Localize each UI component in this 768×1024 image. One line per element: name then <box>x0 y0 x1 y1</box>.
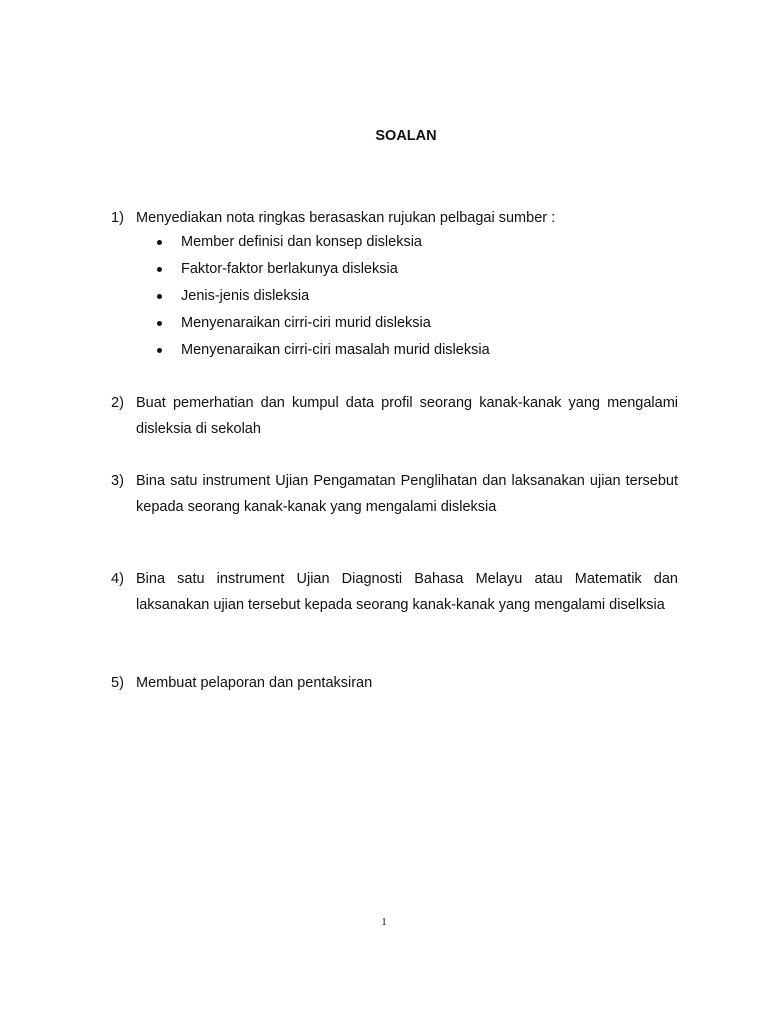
list-item <box>155 312 490 339</box>
list-item-text: Menyenaraikan cirri-ciri murid disleksia <box>181 315 431 331</box>
question-3 <box>111 468 678 520</box>
bullet-icon <box>157 348 162 353</box>
question-5 <box>111 670 678 696</box>
list-item <box>155 258 490 285</box>
question-text: Buat pemerhatian dan kumpul data profil seorang kanak-kanak yang mengalami disleksia di sekolah <box>136 395 678 437</box>
list-item <box>155 231 490 258</box>
list-item-text: Jenis-jenis disleksia <box>181 288 310 304</box>
question-number: 5) <box>111 675 124 691</box>
list-item-text: Member definisi dan konsep disleksia <box>181 234 422 250</box>
bullet-icon <box>157 294 162 299</box>
document-title: SOALAN <box>375 128 437 144</box>
bullet-icon <box>157 321 162 326</box>
list-item-text: Menyenaraikan cirri-ciri masalah murid disleksia <box>181 342 490 358</box>
question-number: 4) <box>111 571 124 587</box>
question-2 <box>111 390 678 442</box>
question-number: 3) <box>111 473 124 489</box>
list-item-text: Faktor-faktor berlakunya disleksia <box>181 261 398 277</box>
list-item <box>155 285 490 312</box>
question-1-bullet-list <box>155 231 490 366</box>
question-number: 1) <box>111 210 124 226</box>
question-text: Menyediakan nota ringkas berasaskan rujukan pelbagai sumber : <box>136 210 556 226</box>
question-4 <box>111 566 678 618</box>
question-text: Bina satu instrument Ujian Diagnosti Bahasa Melayu atau Matematik dan laksanakan ujian tersebut kepada seorang kanak-kanak yang mengalami diselksia <box>136 571 678 613</box>
question-number: 2) <box>111 395 124 411</box>
list-item <box>155 339 490 366</box>
question-1 <box>111 205 678 231</box>
bullet-icon <box>157 240 162 245</box>
page-number: 1 <box>381 916 387 928</box>
bullet-icon <box>157 267 162 272</box>
question-text: Bina satu instrument Ujian Pengamatan Penglihatan dan laksanakan ujian tersebut kepada seorang kanak-kanak yang mengalami disleksia <box>136 473 678 515</box>
question-text: Membuat pelaporan dan pentaksiran <box>136 675 373 691</box>
